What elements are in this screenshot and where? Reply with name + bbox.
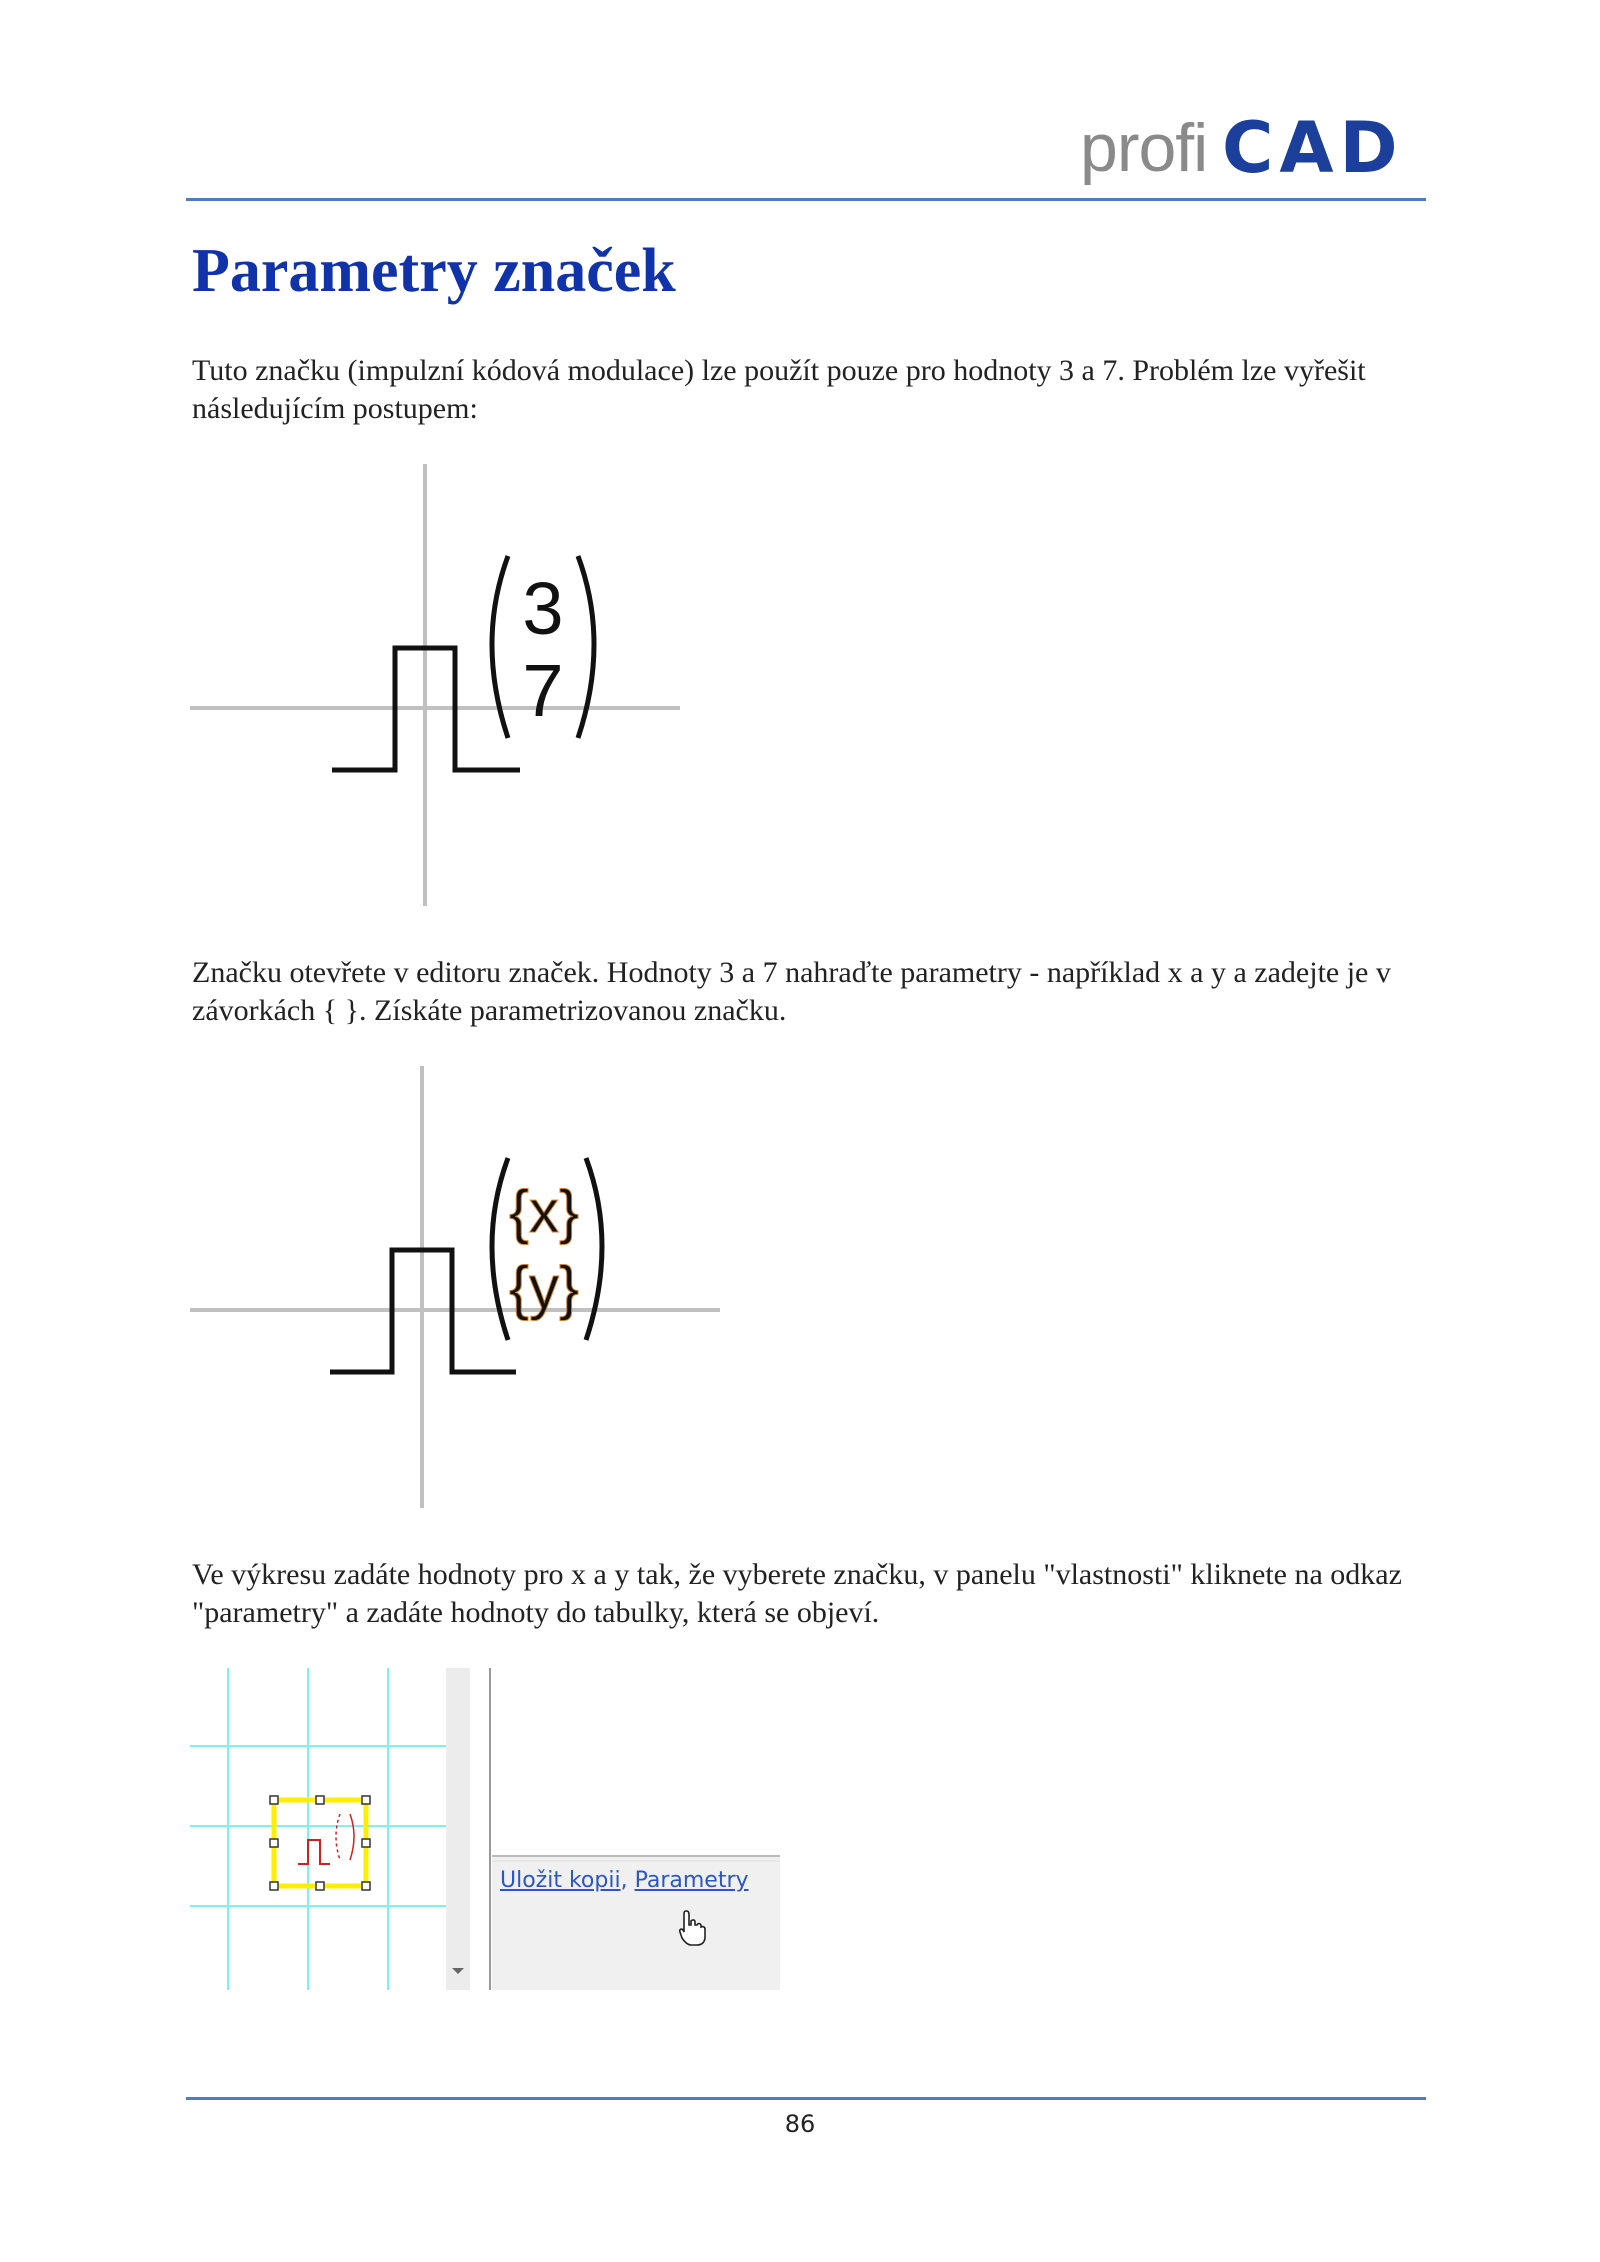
- logo-cad-text: CAD: [1222, 107, 1404, 189]
- properties-links: [500, 1868, 749, 1893]
- screenshot-illustration: [190, 1668, 780, 1990]
- header-rule: [186, 198, 1426, 201]
- page-number: 86: [784, 2110, 816, 2138]
- paragraph-intro: Tuto značku (impulzní kódová modulace) lze použít pouze pro hodnoty 3 a 7. Problém lze vyřešit následujícím postupem:: [192, 354, 1366, 425]
- page-title: Parametry značek: [192, 237, 676, 305]
- save-copy-link[interactable]: Uložit kopii: [500, 1868, 621, 1893]
- parameter-bottom: {y}: [508, 1254, 580, 1321]
- figure-pulse-symbol-parameters: [190, 1062, 730, 1512]
- left-parenthesis: [492, 556, 508, 738]
- right-parenthesis: [586, 1158, 602, 1340]
- left-parenthesis: [492, 1158, 508, 1340]
- proficad-logo: [1080, 108, 1420, 188]
- paragraph-editor: Značku otevřete v editoru značek. Hodnoty 3 a 7 nahraďte parametry - například x a y a zadejte je v závorkách { }. Získáte parametrizovanou značku.: [192, 956, 1391, 1027]
- value-top: 3: [522, 567, 564, 650]
- figure-properties-screenshot: [190, 1668, 780, 1990]
- pulse-symbol-parametrized-diagram: [190, 1062, 730, 1512]
- figure-pulse-symbol-values: [190, 460, 690, 910]
- vertical-scrollbar[interactable]: [446, 1668, 470, 1990]
- pulse-symbol-diagram: [190, 460, 690, 910]
- right-parenthesis: [578, 556, 594, 738]
- value-bottom: 7: [522, 649, 564, 732]
- parameter-top: {x}: [508, 1178, 580, 1245]
- parameters-link[interactable]: Parametry: [634, 1868, 749, 1893]
- link-separator: ,: [620, 1868, 628, 1893]
- paragraph-drawing: Ve výkresu zadáte hodnoty pro x a y tak, že vyberete značku, v panelu "vlastnosti" kliknete na odkaz "parametry" a zadáte hodnoty do tabulky, která se objeví.: [192, 1558, 1402, 1629]
- logo-profi-text: profi: [1080, 110, 1208, 186]
- footer-rule: [186, 2097, 1426, 2100]
